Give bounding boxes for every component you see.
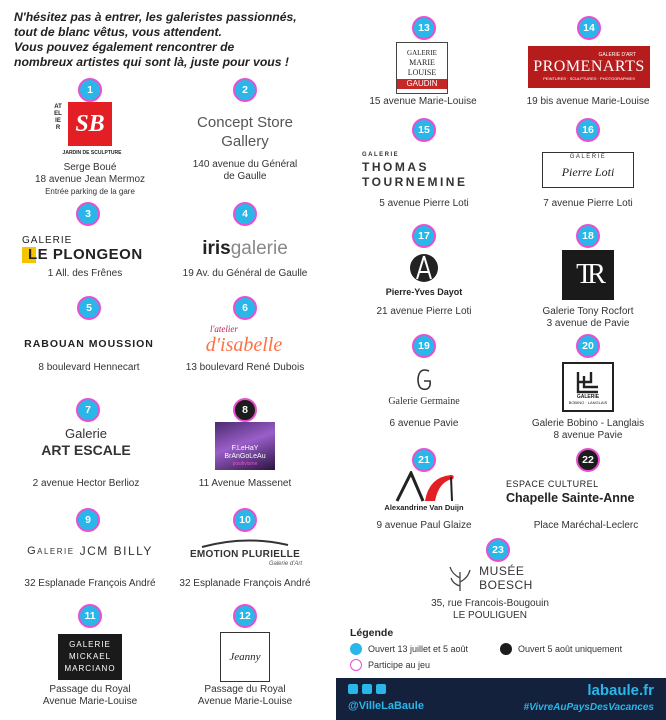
facebook-icon[interactable] [348, 684, 358, 694]
logo-bobino-langlais: GALERIE BOBINO · LANGLAIS [562, 362, 614, 412]
gallery-entry-1: 1 ATELIER SB JARDIN DE SCULPTURE Serge Boué 18 avenue Jean Mermoz Entrée parking de la gare [20, 78, 160, 194]
badge-21: 21 [412, 448, 436, 472]
gallery-entry-4: 4 iris galerie 19 Av. du Général de Gaulle [176, 202, 314, 282]
badge-18: 18 [576, 224, 600, 248]
badge-8: 8 [233, 398, 257, 422]
gallery-entry-12: 12 Jeanny Passage du Royal Avenue Marie-Louise [176, 604, 314, 708]
badge-3: 3 [76, 202, 100, 226]
logo-chapelle-sainte-anne: ESPACE CULTUREL Chapelle Sainte-Anne [506, 479, 635, 505]
logo-mickael-marciano: GALERIE MICKAEL MARCIANO [58, 634, 122, 680]
badge-2: 2 [233, 78, 257, 102]
gallery-entry-8: 8 F.LeHaY BrAnGoLeAu positivisme 11 Avenue Massenet [176, 398, 314, 490]
gallery-entry-16: 16 GALERIE Pierre Loti 7 avenue Pierre Loti [518, 118, 658, 210]
cyan-dot-icon [350, 643, 362, 655]
logo-atelier-isabelle: l'atelier d'isabelle [205, 324, 283, 356]
logo-jeanny: Jeanny [220, 632, 270, 682]
gallery-entry-17: 17 Pierre-Yves Dayot 21 avenue Pierre Loti [354, 224, 494, 320]
badge-23: 23 [486, 538, 510, 562]
badge-19: 19 [412, 334, 436, 358]
legend-game: Participe au jeu [350, 659, 430, 671]
badge-15: 15 [412, 118, 436, 142]
instagram-icon[interactable] [362, 684, 372, 694]
intro-text: N'hésitez pas à entrer, les galeristes passionnés, tout de blanc vêtus, vous attendent. Vous pouvez également rencontrer de nombreux artistes qui sont là, juste pour vous ! [14, 10, 297, 69]
badge-14: 14 [577, 16, 601, 40]
gallery-entry-5: 5 RABOUAN MOUSSION 8 boulevard Hennecart [14, 296, 164, 376]
badge-16: 16 [576, 118, 600, 142]
logo-emotion-plurielle: EMOTION PLURIELLE Galerie d'Art [180, 536, 310, 570]
badge-6: 6 [233, 296, 257, 320]
gallery-entry-6: 6 l'atelier d'isabelle 13 boulevard René Dubois [176, 296, 314, 376]
legend [346, 627, 666, 674]
logo-le-plongeon: GALERIE LE PLONGEON [22, 235, 143, 263]
badge-11: 11 [78, 604, 102, 628]
badge-10: 10 [233, 508, 257, 532]
bobino-langlais-mark-icon [575, 370, 601, 394]
gallery-entry-20: 20 GALERIE BOBINO · LANGLAIS Galerie Bobino - Langlais 8 avenue Pavie [518, 334, 658, 442]
logo-marie-louise-gaudin: GALERIE MARIE LOUISE GAUDIN [396, 42, 448, 94]
badge-5: 5 [77, 296, 101, 320]
pink-ring-icon [350, 659, 362, 671]
social-handle[interactable]: @VilleLaBaule [348, 700, 424, 712]
germaine-g-icon [415, 367, 433, 393]
twitter-icon[interactable] [376, 684, 386, 694]
legend-title: Légende [350, 627, 394, 639]
badge-13: 13 [412, 16, 436, 40]
site-link[interactable]: labaule.fr [587, 682, 654, 699]
swoosh-icon [200, 539, 290, 549]
logo-flehay-brangoleau: F.LeHaY BrAnGoLeAu positivisme [215, 422, 275, 470]
badge-9: 9 [76, 508, 100, 532]
gallery-entry-3: 3 GALERIE LE PLONGEON 1 All. des Frênes [18, 202, 152, 282]
gallery-entry-14: 14 GALERIE D'ART PROMENARTS PEINTURES · SCULPTURES · PHOTOGRAPHIES 19 bis avenue Marie-Louise [516, 16, 660, 108]
red-heel-a-icon [389, 471, 459, 503]
hashtag: #VivreAuPaysDesVacances [523, 702, 654, 713]
logo-iris-galerie: iris galerie [202, 238, 288, 259]
badge-12: 12 [233, 604, 257, 628]
logo-pierre-yves-dayot: Pierre-Yves Dayot [354, 250, 494, 300]
gallery-entry-18: 18 TR Galerie Tony Rocfort 3 avenue de Pavie [518, 224, 658, 330]
logo-thomas-tournemine: GALERIE THOMAS TOURNEMINE [362, 151, 468, 189]
logo-tony-rocfort: TR [562, 250, 614, 300]
gallery-entry-15: 15 GALERIE THOMAS TOURNEMINE 5 avenue Pierre Loti [354, 118, 494, 210]
gallery-entry-7: 7 Galerie ART ESCALE 2 avenue Hector Berlioz [16, 398, 156, 490]
gallery-entry-10: 10 EMOTION PLURIELLE Galerie d'Art 32 Esplanade François André [170, 508, 320, 594]
gallery-entry-2: 2 Concept Store Gallery 140 avenue du Général de Gaulle [178, 78, 312, 188]
gallery-entry-19: 19 Galerie Germaine 6 avenue Pavie [354, 334, 494, 430]
legend-open-aug5: Ouvert 5 août uniquement [500, 643, 622, 655]
gallery-entry-21: 21 Alexandrine Van Duijn 9 avenue Paul Glaize [354, 448, 494, 534]
logo-musee-boesch: MUSÉE BOESCH [440, 562, 540, 594]
gallery-entry-22: 22 ESPACE CULTUREL Chapelle Sainte-Anne Place Maréchal-Leclerc [506, 448, 666, 534]
logo-art-escale: Galerie ART ESCALE [41, 425, 131, 458]
legend-open-both: Ouvert 13 juillet et 5 août [350, 643, 468, 655]
badge-20: 20 [576, 334, 600, 358]
badge-7: 7 [76, 398, 100, 422]
logo-promenarts: GALERIE D'ART PROMENARTS PEINTURES · SCULPTURES · PHOTOGRAPHIES [528, 46, 650, 88]
plant-sketch-icon [447, 564, 473, 592]
dark-dot-icon [500, 643, 512, 655]
logo-alexandrine-van-duijn: Alexandrine Van Duijn [354, 470, 494, 512]
badge-17: 17 [412, 224, 436, 248]
gallery-entry-9: 9 Galerie JCM BILLY 32 Esplanade François André [12, 508, 168, 594]
footer-bar [336, 678, 666, 720]
logo-galerie-pierre-loti: GALERIE Pierre Loti [542, 152, 634, 188]
logo-galerie-germaine: Galerie Germaine [354, 364, 494, 410]
logo-rabouan-moussion: RABOUAN MOUSSION [24, 338, 154, 350]
badge-4: 4 [233, 202, 257, 226]
py-dayot-emblem-icon [409, 253, 439, 283]
logo-jcm-billy: Galerie JCM BILLY [27, 544, 153, 558]
gallery-entry-23: 23 MUSÉE BOESCH 35, rue Francois-Bougouin LE POULIGUEN [410, 538, 570, 622]
badge-22: 22 [576, 448, 600, 472]
gallery-entry-11: 11 GALERIE MICKAEL MARCIANO Passage du Royal Avenue Marie-Louise [20, 604, 160, 708]
logo-serge-boue: ATELIER SB JARDIN DE SCULPTURE [54, 104, 122, 156]
badge-1: 1 [78, 78, 102, 102]
logo-concept-store: Concept Store Gallery [197, 114, 293, 150]
gallery-entry-13: 13 GALERIE MARIE LOUISE GAUDIN 15 avenue Marie-Louise [356, 16, 490, 108]
